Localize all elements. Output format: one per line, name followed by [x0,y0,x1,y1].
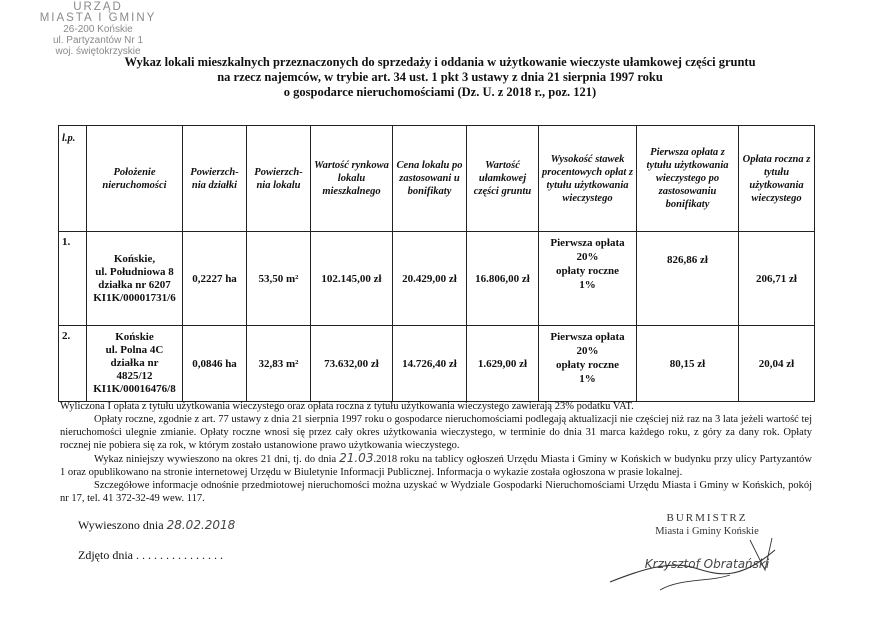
properties-table [58,125,815,402]
cell-rates [539,232,637,326]
signatory-office: Miasta i Gminy Końskie [655,526,759,537]
title-line: na rzecz najemców, w trybie art. 34 ust. 1 pkt 3 ustawy z dnia 21 sierpnia 1997 roku [217,70,663,84]
stamp-line: URZĄD [73,1,123,13]
location-line: ul. Polna 4C [105,344,164,356]
table-row [59,232,815,326]
rate-line: opłaty roczne [555,359,620,371]
header-price: Cena lokalu po zastosowani u bonifikaty [393,126,467,232]
notes-section [60,400,812,505]
header-land-share-value: Wartość ułamkowej części gruntu [467,126,539,232]
cell-location [87,326,183,402]
header-lp: l.p. [59,126,87,232]
handwritten-signature [600,520,790,600]
location-line: działka nr 6207 [98,278,171,291]
header-annual-fee: Opłata roczna z tytułu użytkowania wieczystego [739,126,815,232]
cell-lp: 2. [59,326,87,402]
location-line: KI1K/00001731/6 [93,291,176,304]
title-line: Wykaz lokali mieszkalnych przeznaczonych do sprzedaży i oddania w użytkowanie wieczyste ułamkowej części gruntu [124,55,756,69]
rate-line: 20% [576,345,599,357]
document-title [90,55,790,100]
note-posting: Wykaz niniejszy wywieszono na okres 21 dni, tj. do dnia 21.03.2018 roku na tablicy ogłoszeń Urzędu Miasta i Gminy w Końskich w budynku przy ulicy Partyzantów 1 oraz opublikowano na stronie internetowej Urzędu w Biuletynie Informacji Publicznej. Informacja o wykazie została ogłoszona w prasie lokalnej. [60,451,813,478]
location-line: Końskie, [113,252,156,265]
cell-plot-area: 0,0846 ha [183,326,247,402]
cell-first-fee: 826,86 zł [637,232,739,326]
stamp-line: 26-200 Końskie [63,24,133,35]
location-line: KI1K/00016476/8 [93,383,176,395]
signatory-title: BURMISTRZ [666,512,748,524]
rate-line: 1% [579,279,596,291]
cell-first-fee: 80,15 zł [637,326,739,402]
table-row [59,326,815,402]
cell-flat-area: 53,50 m² [247,232,311,326]
handwritten-end-date: 21.03 [339,451,374,465]
note-contact: Szczegółowe informacje odnośnie przedmiotowej nieruchomości można uzyskać w Wydziale Gospodarki Nieruchomościami Urzędu Miasta i Gminy w Końskich, pokój nr 17, tel. 41 372-32-49 wew. 117. [60,480,812,504]
note-vat: Wyliczona I opłata z tytułu użytkowania wieczystego oraz opłata roczna z tytułu użytkowania wieczystego zawierają 23% podatku VAT. [60,401,634,412]
cell-annual-fee: 20,04 zł [739,326,815,402]
office-stamp [28,2,168,57]
header-flat-area: Powierzch-nia lokalu [247,126,311,232]
stamp-line: ul. Partyzantów Nr 1 [52,35,144,46]
cell-land-share-value: 1.629,00 zł [467,326,539,402]
cell-location [87,232,183,326]
rate-line: opłaty roczne [555,265,620,277]
stamp-line: woj. świętokrzyskie [55,46,141,57]
cell-market-value: 102.145,00 zł [311,232,393,326]
note-posting-start: Wykaz niniejszy wywieszono na okres 21 dni, tj. do dnia [94,454,337,465]
cell-price: 20.429,00 zł [393,232,467,326]
handwritten-posted-date: 28.02.2018 [166,518,236,532]
location-line: działka nr [110,357,159,369]
stamp-line: MIASTA I GMINY [39,12,157,24]
header-first-fee: Pierwsza opłata z tytułu użytkowania wieczystego po zastosowaniu bonifikaty [637,126,739,232]
cell-market-value: 73.632,00 zł [311,326,393,402]
rate-line: 1% [579,373,596,385]
header-rates: Wysokość stawek procentowych opłat z tytułu użytkowania wieczystego [539,126,637,232]
rate-line: Pierwsza opłata [550,331,625,343]
note-posting-end: 2018 roku na tablicy ogłoszeń Urzędu Miasta i Gminy w Końskich w budynku przy ulicy Partyzantów 1 oraz opublikowano na stronie internetowej Urzędu w Biuletynie Informacji Publicznej. Informacja o wykazie została ogłoszona w prasie lokalnej. [60,454,813,478]
removed-date-line: Zdjęto dnia . . . . . . . . . . . . . . . [78,548,223,562]
location-line: ul. Południowa 8 [95,265,174,278]
rate-line: 20% [576,251,599,263]
header-location: Położenie nieruchomości [87,126,183,232]
note-annual-fees: Opłaty roczne, zgodnie z art. 77 ustawy z dnia 21 sierpnia 1997 roku o gospodarce nieruchomościami podlegają aktualizacji nie częściej niż raz na 3 lata jeżeli wartość tej nieruchomości ulegnie zmianie. Opłaty roczne wnosi się przez cały okres użytkowania wieczystego, w terminie do dnia 31 marca każdego roku, z góry za dany rok. Opłaty rocznej nie pobiera się za rok, w którym zostało ustanowione prawo użytkowania wieczystego. [60,414,812,451]
signatory-name: Krzysztof Obratański [644,557,770,571]
cell-price: 14.726,40 zł [393,326,467,402]
header-plot-area: Powierzch-nia działki [183,126,247,232]
cell-lp: 1. [59,232,87,326]
cell-rates [539,326,637,402]
location-line: Końskie [115,331,154,343]
header-market-value: Wartość rynkowa lokalu mieszkalnego [311,126,393,232]
rate-line: Pierwsza opłata [550,237,625,249]
cell-land-share-value: 16.806,00 zł [467,232,539,326]
posted-date-line [78,518,235,533]
location-line: 4825/12 [116,370,153,382]
posted-label: Wywieszono dnia [78,518,164,532]
cell-flat-area: 32,83 m² [247,326,311,402]
title-line: o gospodarce nieruchomościami (Dz. U. z 2018 r., poz. 121) [283,85,597,99]
cell-plot-area: 0,2227 ha [183,232,247,326]
cell-annual-fee: 206,71 zł [739,232,815,326]
table-header-row [59,126,815,232]
